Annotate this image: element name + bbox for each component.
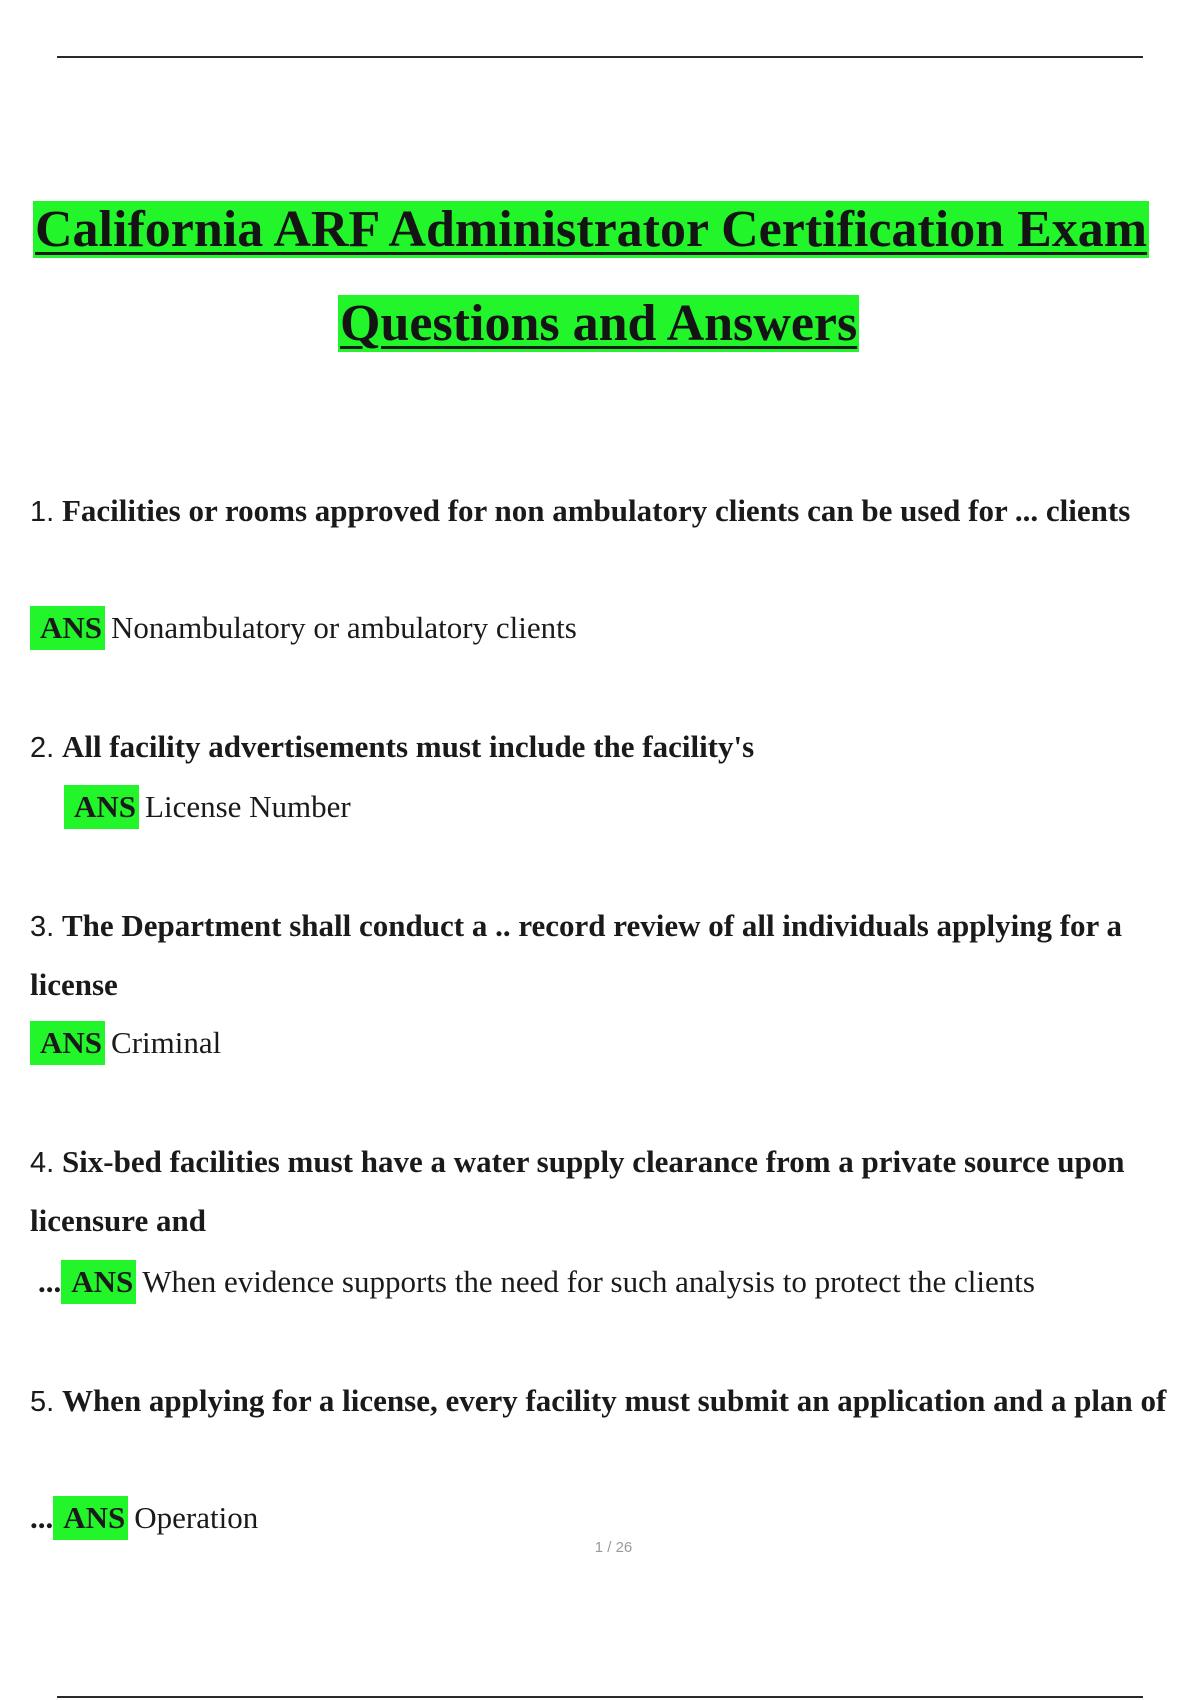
question-4	[30, 1133, 1180, 1250]
page-number: 1 / 26	[594, 1539, 633, 1556]
document-title-line-2	[338, 292, 859, 356]
answer-text: Nonambulatory or ambulatory clients	[111, 610, 577, 645]
title-highlight: Questions and Answers	[340, 295, 858, 352]
answer-2	[64, 785, 351, 829]
question-number: 2.	[30, 732, 55, 764]
question-text: When applying for a license, every facility must submit an application and a plan of	[61, 1383, 1167, 1418]
question-2	[30, 718, 1180, 777]
footer-rule	[57, 1696, 1143, 1698]
question-text: Facilities or rooms approved for non ambulatory clients can be used for ... clients	[61, 493, 1131, 528]
question-text: All facility advertisements must include the facility's	[61, 729, 755, 764]
answer-text: Operation	[134, 1500, 259, 1535]
answer-badge: ANS	[61, 1260, 136, 1304]
question-text: Six-bed facilities must have a water supply clearance from a private source upon licensure and	[30, 1144, 1125, 1238]
answer-text: When evidence supports the need for such analysis to protect the clients	[142, 1264, 1035, 1299]
question-3	[30, 897, 1180, 1014]
question-text: The Department shall conduct a .. record review of all individuals applying for a license	[30, 908, 1123, 1002]
answer-text: License Number	[145, 789, 351, 824]
title-highlight: California ARF Administrator Certification Exam	[35, 201, 1148, 258]
answer-3	[30, 1021, 221, 1065]
answer-prefix: ...	[38, 1264, 62, 1299]
question-number: 1.	[30, 496, 55, 528]
document-title-line-1	[33, 198, 1200, 262]
question-number: 3.	[30, 911, 55, 943]
question-1	[30, 482, 1180, 541]
question-number: 4.	[30, 1147, 55, 1179]
answer-4	[38, 1260, 1035, 1304]
question-5	[30, 1372, 1180, 1431]
answer-5	[30, 1496, 258, 1540]
answer-prefix: ...	[30, 1500, 54, 1535]
answer-1	[30, 606, 577, 650]
answer-badge: ANS	[30, 1021, 105, 1065]
answer-badge: ANS	[53, 1496, 128, 1540]
answer-text: Criminal	[111, 1025, 222, 1060]
answer-badge: ANS	[30, 606, 105, 650]
answer-badge: ANS	[64, 785, 139, 829]
question-number: 5.	[30, 1386, 55, 1418]
header-rule	[57, 56, 1143, 58]
